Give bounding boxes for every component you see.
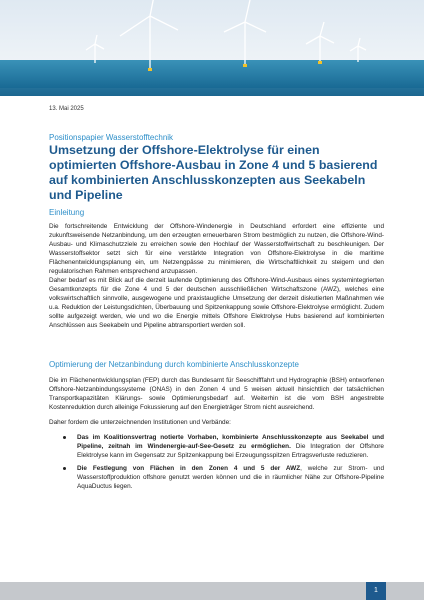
paragraph-netzanbindung-1: Die im Flächenentwicklungsplan (FEP) durch das Bundesamt für Seeschifffahrt und Hydrographie (BSH) entworfenen Offshore-Netzanbindungssysteme (ONAS) in den Zonen 4 und 5 weisen aktuell hinsichtlich der tatsächlichen Transportkapazitäten Klärungs- sowie Optimierungsbedarf auf. Weiterhin ist die vom BSH angestrebte Kostenreduktion durch alleinige Fokussierung auf den Energieträger Strom nicht ausreichend. <box>49 377 384 411</box>
section-heading-einleitung: Einleitung <box>49 208 85 217</box>
list-item <box>49 464 384 491</box>
page-number: 1 <box>366 582 386 600</box>
hero-image-offshore-wind <box>0 0 424 96</box>
document-kicker: Positionspapier Wasserstofftechnik <box>49 133 174 142</box>
paragraph-intro-2: Daher bedarf es mit Blick auf die derzeit laufende Optimierung des Offshore-Wind-Ausbaus eines systemintegrierten Gesamtkonzepts für die Zone 4 und 5 der deutschen ausschließlichen Wirtschaftszone (AWZ), welches eine volkswirtschaftlich sinnvolle, ausgewogene und praxistaugliche Umsetzung der derzeit diskutierten Maßnahmen wie u.a. Reduktion der Leistungsdichten, Überbauung und Spitzenkappung sowie Offshore-Elektrolyse ermöglicht. Zudem sollte aufgezeigt werden, wie und wo die Energie mittels Offshore Elektrolyse Hubs basierend auf kombinierten Anschlüssen aus Seekabeln und Pipeline abtransportiert werden soll. <box>49 277 384 329</box>
bullet-icon <box>63 467 66 470</box>
section-heading-netzanbindung: Optimierung der Netzanbindung durch kombinierte Anschlusskonzepte <box>49 360 299 369</box>
list-item-text: , welche zur Strom- und Wasserstoffproduktion offshore genutzt werden können und die in räumlicher Nähe zur Offshore-Pipeline AquaDuctus liegen. <box>77 465 384 490</box>
paragraph-netzanbindung-2: Daher fordern die unterzeichnenden Institutionen und Verbände: <box>49 419 231 426</box>
demands-list <box>49 433 384 491</box>
footer-bar <box>0 582 424 600</box>
bullet-icon <box>63 436 66 439</box>
document-title: Umsetzung der Offshore-Elektrolyse für einen optimierten Offshore-Ausbau in Zone 4 und 5 basierend auf kombinierten Anschlusskonzepten aus Seekabeln und Pipeline <box>49 143 378 202</box>
list-item-text: Die Integration der Offshore Elektrolyse kann im Gegensatz zur Spitzenkappung bei Erzeugungsspitzen Ertragsverluste reduzieren. <box>77 443 384 459</box>
paragraph-intro-1: Die fortschreitende Entwicklung der Offshore-Windenergie in Deutschland erfordert eine effiziente und zukunftsweisende Netzanbindung, um den erzeugten erneuerbaren Strom bestmöglich zu nutzen, die Offshore-Wind-Ausbau- und Klimaschutzziele zu erreichen sowie den Hochlauf der Wasserstoffwirtschaft zu beschleunigen. Der Wasserstoffsektor setzt sich für eine verstärkte Integration von Offshore-Elektrolyse in die maritime Flächenentwicklungsplanung ein, um Netzengpässe zu minimieren, die Wirtschaftlichkeit zu steigern und den regulatorischen Rahmen entsprechend anzupassen. <box>49 223 384 275</box>
list-item-bold: Die Festlegung von Flächen in den Zonen 4 und 5 der AWZ <box>77 465 301 472</box>
list-item-bold: Das im Koalitionsvertrag notierte Vorhaben, kombinierte Anschlusskonzepte aus Seekabel und Pipeline, zeitnah im Windenergie-auf-See-Gesetz zu ermöglichen. <box>77 434 384 450</box>
list-item <box>49 433 384 460</box>
publication-date: 13. Mai 2025 <box>49 106 84 112</box>
